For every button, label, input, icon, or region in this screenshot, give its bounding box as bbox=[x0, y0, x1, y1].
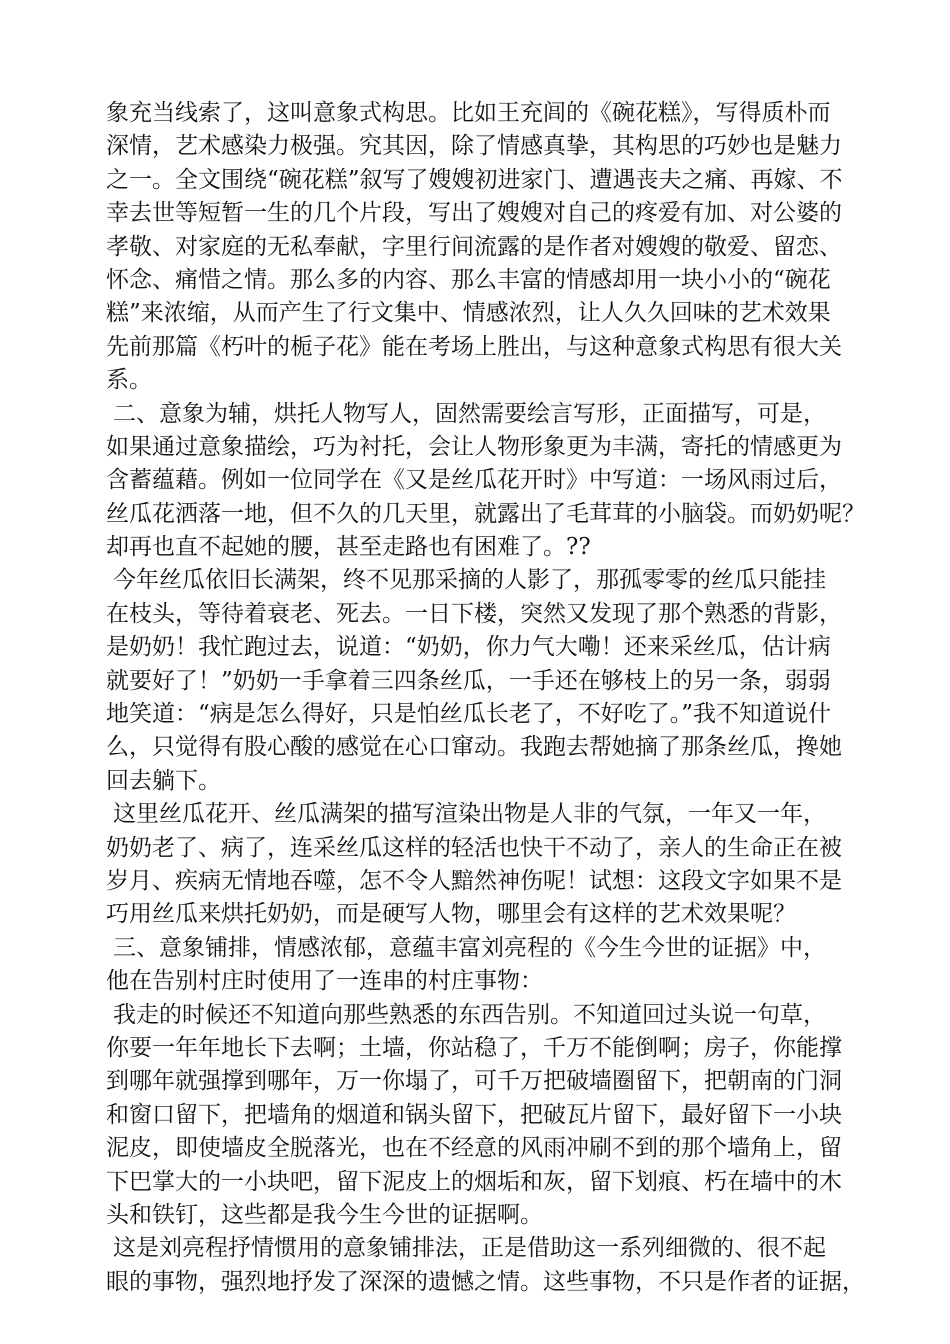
text-line: 岁月、疾病无情地吞噬，怎不令人黯然神伤呢！试想：这段文字如果不是 bbox=[106, 867, 842, 894]
text-line: 和窗口留下，把墙角的烟道和锅头留下，把破瓦片留下，最好留下一小块 bbox=[106, 1101, 842, 1128]
text-line: 就要好了！”奶奶一手拿着三四条丝瓜，一手还在够枝上的另一条，弱弱 bbox=[106, 667, 831, 694]
text-line: 奶奶老了、病了，连采丝瓜这样的轻活也快干不动了，亲人的生命正在被 bbox=[106, 834, 842, 861]
text-line: 你要一年年地长下去啊；土墙，你站稳了，千万不能倒啊；房子，你能撑 bbox=[106, 1034, 842, 1061]
text-line: 回去躺下。 bbox=[106, 767, 221, 794]
text-line: 泥皮，即使墙皮全脱落光，也在不经意的风雨冲刷不到的那个墙角上，留 bbox=[106, 1135, 842, 1162]
document-body bbox=[106, 97, 866, 1299]
text-line: 怀念、痛惜之情。那么多的内容、那么丰富的情感却用一块小小的“碗花 bbox=[106, 266, 831, 293]
text-line: 却再也直不起她的腰，甚至走路也有困难了。?? bbox=[106, 534, 591, 561]
text-line: 我走的时候还不知道向那些熟悉的东西告别。不知道回过头说一句草， bbox=[113, 1001, 826, 1028]
section-heading: 二、意象为辅，烘托人物写人，固然需要绘言写形，正面描写，可是， bbox=[113, 400, 826, 427]
text-line: 到哪年就强撑到哪年，万一你塌了，可千万把破墙圈留下，把朝南的门洞 bbox=[106, 1068, 842, 1095]
text-line: 系。 bbox=[106, 367, 152, 394]
text-line: 幸去世等短暂一生的几个片段，写出了嫂嫂对自己的疼爱有加、对公婆的 bbox=[106, 200, 842, 227]
text-line: 先前那篇《朽叶的栀子花》能在考场上胜出，与这种意象式构思有很大关 bbox=[106, 333, 842, 360]
text-line: 眼的事物，强烈地抒发了深深的遗憾之情。这些事物，不只是作者的证据， bbox=[106, 1268, 865, 1295]
text-line: 象充当线索了，这叫意象式构思。比如王充闾的《碗花糕》，写得质朴而 bbox=[106, 100, 831, 126]
text-line: 深情，艺术感染力极强。究其因，除了情感真挚，其构思的巧妙也是魅力 bbox=[106, 133, 842, 160]
text-line: 之一。全文围绕“碗花糕”叙写了嫂嫂初进家门、遭遇丧夫之痛、再嫁、不 bbox=[106, 166, 843, 193]
text-line: 他在告别村庄时使用了一连串的村庄事物： bbox=[106, 968, 543, 995]
text-line: 含蓄蕴藉。例如一位同学在《又是丝瓜花开时》中写道：一场风雨过后， bbox=[106, 467, 842, 494]
text-line: 地笑道：“病是怎么得好，只是怕丝瓜长老了，不好吃了。”我不知道说什 bbox=[106, 701, 832, 728]
text-line: 这是刘亮程抒情惯用的意象铺排法，正是借助这一系列细微的、很不起 bbox=[113, 1235, 826, 1262]
text-line: 巧用丝瓜来烘托奶奶，而是硬写人物，哪里会有这样的艺术效果呢？ bbox=[106, 901, 796, 928]
section-heading: 三、意象铺排，情感浓郁，意蕴丰富刘亮程的《今生今世的证据》中， bbox=[113, 934, 826, 961]
text-line: 丝瓜花洒落一地，但不久的几天里，就露出了毛茸茸的小脑袋。而奶奶呢？ bbox=[106, 500, 865, 527]
text-line: 头和铁钉，这些都是我今生今世的证据啊。 bbox=[106, 1201, 543, 1228]
text-line: 下巴掌大的一小块吧，留下泥皮上的烟垢和灰，留下划痕、朽在墙中的木 bbox=[106, 1168, 842, 1195]
text-line: 么，只觉得有股心酸的感觉在心口窜动。我跑去帮她摘了那条丝瓜，搀她 bbox=[106, 734, 842, 761]
text-line: 如果通过意象描绘，巧为衬托，会让人物形象更为丰满，寄托的情感更为 bbox=[106, 433, 842, 460]
text-line: 孝敬、对家庭的无私奉献，字里行间流露的是作者对嫂嫂的敬爱、留恋、 bbox=[106, 233, 842, 260]
text-line: 这里丝瓜花开、丝瓜满架的描写渲染出物是人非的气氛，一年又一年， bbox=[113, 801, 826, 828]
text-line: 是奶奶！我忙跑过去，说道：“奶奶，你力气大嘞！还来采丝瓜，估计病 bbox=[106, 634, 831, 661]
text-line: 糕”来浓缩，从而产生了行文集中、情感浓烈，让人久久回味的艺术效果 bbox=[106, 300, 831, 327]
text-line: 今年丝瓜依旧长满架，终不见那采摘的人影了，那孤零零的丝瓜只能挂 bbox=[113, 567, 826, 594]
text-line: 在枝头，等待着衰老、死去。一日下楼，突然又发现了那个熟悉的背影， bbox=[106, 600, 842, 627]
